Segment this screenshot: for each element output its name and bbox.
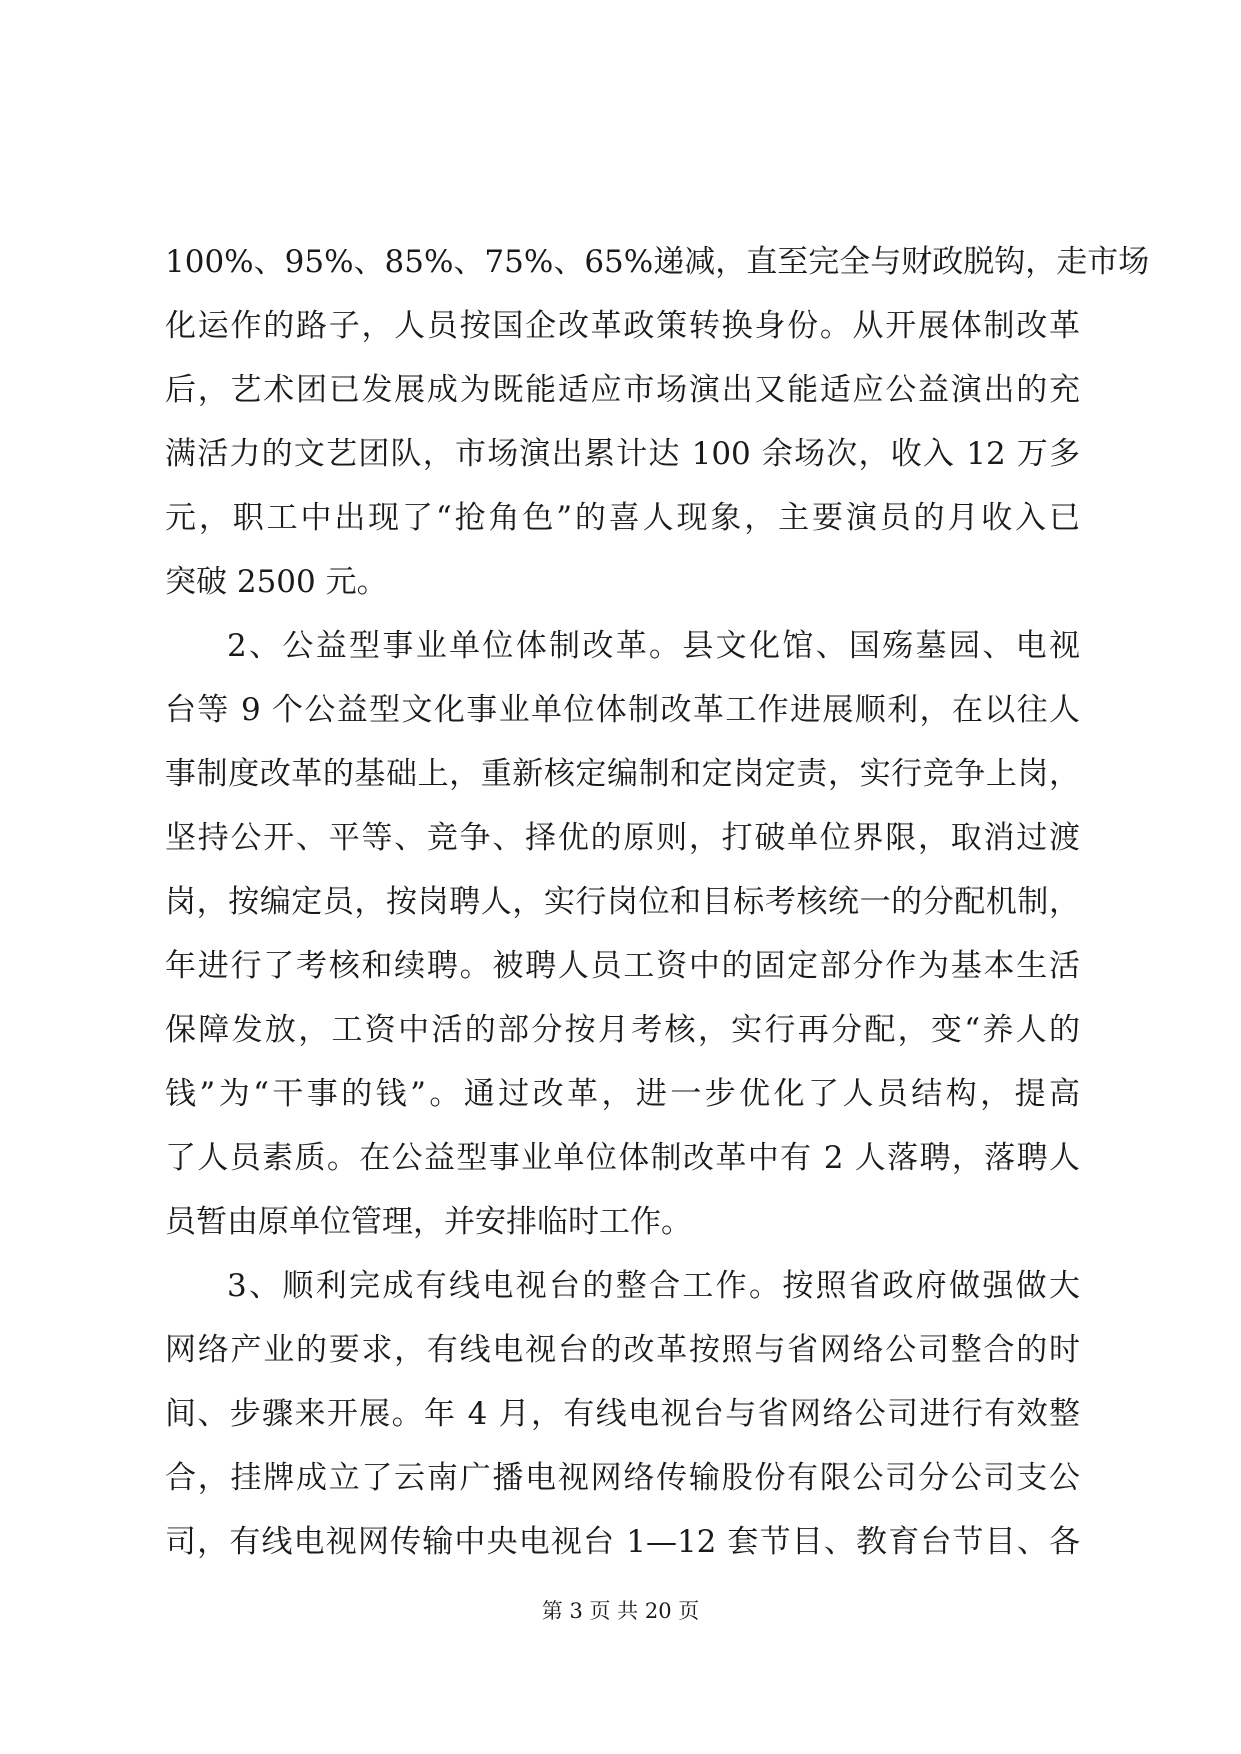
text-line: 元，职工中出现了“抢角色”的喜人现象，主要演员的月收入已 (165, 500, 1080, 536)
page-number-footer: 第 3 页 共 20 页 (541, 1599, 700, 1623)
document-body (165, 230, 1150, 1574)
text-line: 岗，按编定员，按岗聘人，实行岗位和目标考核统一的分配机制， (165, 884, 1080, 920)
text-line: 员暂由原单位管理，并安排临时工作。 (165, 1204, 692, 1240)
text-line: 满活力的文艺团队，市场演出累计达 100 余场次，收入 12 万多 (165, 436, 1080, 472)
text-line: 保障发放，工资中活的部分按月考核，实行再分配，变“养人的 (165, 1012, 1080, 1048)
text-line: 坚持公开、平等、竞争、择优的原则，打破单位界限，取消过渡 (165, 820, 1080, 856)
text-line: 100%、95%、85%、75%、65%递减，直至完全与财政脱钩，走市场 (165, 244, 1150, 280)
text-line: 间、步骤来开展。年 4 月，有线电视台与省网络公司进行有效整 (165, 1396, 1080, 1432)
paragraph-start-line: 3、顺利完成有线电视台的整合工作。按照省政府做强做大 (227, 1268, 1080, 1304)
text-line: 了人员素质。在公益型事业单位体制改革中有 2 人落聘，落聘人 (165, 1140, 1080, 1176)
paragraph-start-line: 2、公益型事业单位体制改革。县文化馆、国殇墓园、电视 (227, 628, 1080, 664)
text-line: 合，挂牌成立了云南广播电视网络传输股份有限公司分公司支公 (165, 1460, 1080, 1496)
text-line: 年进行了考核和续聘。被聘人员工资中的固定部分作为基本生活 (165, 948, 1080, 984)
text-line: 事制度改革的基础上，重新核定编制和定岗定责，实行竞争上岗， (165, 756, 1080, 792)
text-line: 化运作的路子，人员按国企改革政策转换身份。从开展体制改革 (165, 308, 1080, 344)
text-line: 突破 2500 元。 (165, 564, 388, 600)
text-line: 后，艺术团已发展成为既能适应市场演出又能适应公益演出的充 (165, 372, 1080, 408)
text-line: 网络产业的要求，有线电视台的改革按照与省网络公司整合的时 (165, 1332, 1080, 1368)
text-line: 台等 9 个公益型文化事业单位体制改革工作进展顺利，在以往人 (165, 692, 1080, 728)
text-line: 司，有线电视网传输中央电视台 1—12 套节目、教育台节目、各 (165, 1524, 1080, 1560)
text-line: 钱”为“干事的钱”。通过改革，进一步优化了人员结构，提高 (165, 1076, 1080, 1112)
